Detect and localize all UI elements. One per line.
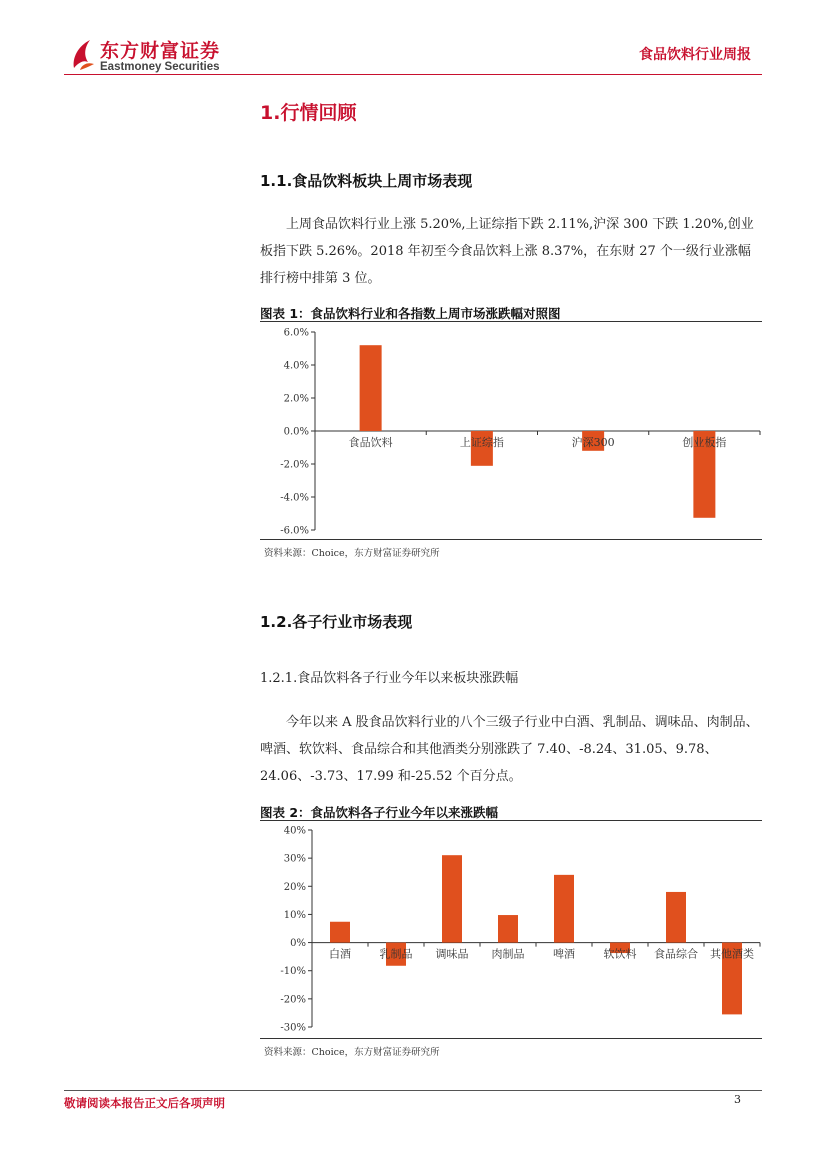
y-tick-label: 6.0% <box>283 327 309 339</box>
x-tick-label: 创业板指 <box>682 436 727 449</box>
x-tick-label: 肉制品 <box>491 947 525 961</box>
eastmoney-logo-icon <box>70 38 96 72</box>
bar <box>666 892 686 943</box>
x-tick-label: 其他酒类 <box>710 947 754 961</box>
y-tick-label: -20% <box>280 994 306 1006</box>
y-tick-label: -2.0% <box>280 459 309 471</box>
logo <box>70 36 250 78</box>
y-tick-label: 4.0% <box>283 360 309 372</box>
footer-divider <box>64 1090 762 1091</box>
figure-2-title: 图表 2：食品饮料各子行业今年以来涨跌幅 <box>260 805 499 820</box>
figure-1-title: 图表 1：食品饮料行业和各指数上周市场涨跌幅对照图 <box>260 306 561 321</box>
figure-1-chart <box>260 322 762 538</box>
y-tick-label: -6.0% <box>280 525 309 537</box>
subsection-heading-1-2: 1.2.各子行业市场表现 <box>260 613 413 631</box>
x-tick-label: 软饮料 <box>603 947 637 961</box>
figure-1-source: 资料来源：Choice，东方财富证券研究所 <box>264 548 440 559</box>
x-tick-label: 白酒 <box>329 947 351 961</box>
paragraph-subsector-performance: 今年以来 A 股食品饮料行业的八个三级子行业中白酒、乳制品、调味品、肉制品、啤酒、软饮料、食品综合和其他酒类分别涨跌了 7.40、-8.24、31.05、9.78、24.06、-3.73、17.99 和-25.52 个百分点。 <box>260 715 759 784</box>
y-tick-label: 30% <box>283 853 306 865</box>
subsection-heading-1-2-1: 1.2.1.食品饮料各子行业今年以来板块涨跌幅 <box>260 671 519 686</box>
figure-2-chart <box>260 821 762 1037</box>
y-tick-label: 40% <box>283 825 306 837</box>
x-tick-label: 啤酒 <box>553 947 575 961</box>
figure-2-source: 资料来源：Choice，东方财富证券研究所 <box>264 1047 440 1058</box>
y-tick-label: 0.0% <box>283 426 309 438</box>
y-tick-label: 20% <box>283 881 306 893</box>
x-tick-label: 沪深300 <box>571 436 615 449</box>
figure-2-bottom-rule <box>260 1038 762 1039</box>
bar <box>554 875 574 943</box>
y-tick-label: -4.0% <box>280 492 309 504</box>
footer-disclaimer: 敬请阅读本报告正文后各项声明 <box>64 1096 225 1110</box>
x-tick-label: 食品饮料 <box>348 436 393 449</box>
y-tick-label: 2.0% <box>283 393 309 405</box>
x-tick-label: 调味品 <box>435 947 469 961</box>
subsection-heading-1-1: 1.1.食品饮料板块上周市场表现 <box>260 172 473 190</box>
y-tick-label: 10% <box>283 909 306 921</box>
paragraph-market-performance: 上周食品饮料行业上涨 5.20%,上证综指下跌 2.11%,沪深 300 下跌 1.20%,创业板指下跌 5.26%。2018 年初至今食品饮料上涨 8.37%，在东财 27 个一级行业涨幅排行榜中排第 3 位。 <box>260 217 754 286</box>
bar <box>498 915 518 943</box>
logo-text-en: Eastmoney Securities <box>100 61 220 73</box>
y-tick-label: -30% <box>280 1022 306 1034</box>
x-tick-label: 食品综合 <box>654 947 698 961</box>
figure-1-bottom-rule <box>260 539 762 540</box>
y-tick-label: -10% <box>280 966 306 978</box>
bar <box>360 345 382 431</box>
header-divider <box>64 74 762 75</box>
section-heading: 1.行情回顾 <box>260 102 357 124</box>
x-tick-label: 乳制品 <box>379 947 413 961</box>
bar <box>330 922 350 943</box>
page-number: 3 <box>734 1093 741 1106</box>
report-title: 食品饮料行业周报 <box>639 47 751 63</box>
bar <box>442 855 462 942</box>
x-tick-label: 上证综指 <box>459 436 504 449</box>
y-tick-label: 0% <box>290 938 306 950</box>
logo-text-cn: 东方财富证券 <box>100 40 221 62</box>
